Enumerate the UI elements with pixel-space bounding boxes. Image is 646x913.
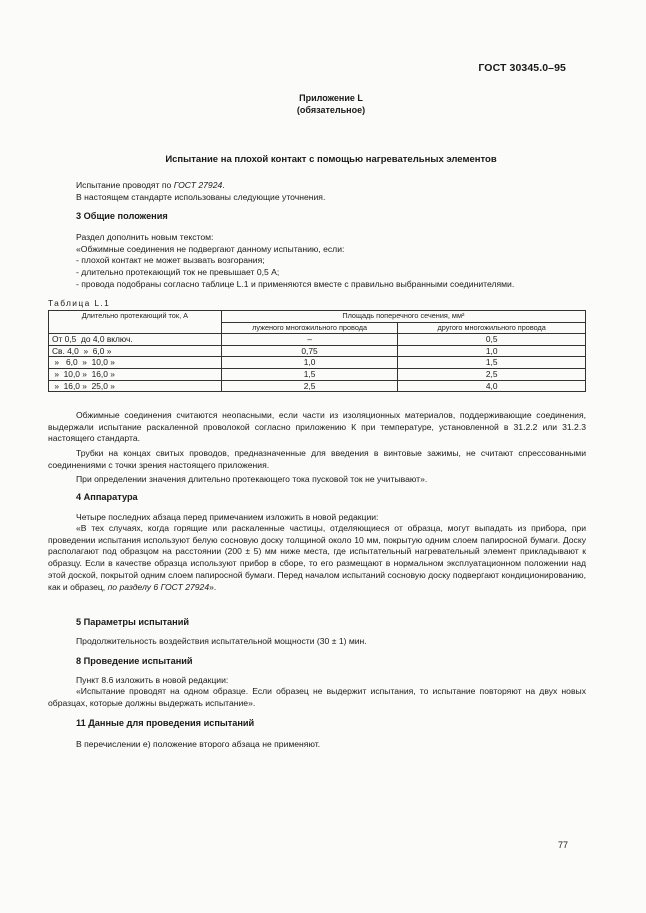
section-4-heading: 4 Аппаратура [76, 492, 138, 502]
cell-other: 0,5 [398, 334, 586, 346]
s3-line-1: Раздел дополнить новым текстом: [76, 232, 214, 242]
after-table-p1: Обжимные соединения считаются неопасными, если части из изоляционных материалов, поддерживающие соединения, выдержали испытание раскаленной проволокой согласно приложению К при температуре, установленной в 31.2.2 или 31.2.3 настоящего стандарта. [48, 410, 586, 444]
cell-current: » 10,0 » 16,0 » [49, 368, 222, 380]
appendix-heading [76, 92, 586, 116]
section-8-heading: 8 Проведение испытаний [76, 656, 193, 666]
table-row [49, 334, 586, 346]
col-area-group-header: Площадь поперечного сечения, мм² [221, 311, 585, 323]
cell-current: » 6,0 » 10,0 » [49, 357, 222, 369]
s3-line-3: - плохой контакт не может вызвать возгорания; [76, 255, 265, 265]
cell-tinned: 1,5 [221, 368, 398, 380]
s3-line-5: - провода подобраны согласно таблице L.1 и применяются вместе с правильно выбранными соединителями. [76, 279, 515, 289]
s8-paragraph: «Испытание проводят на одном образце. Если образец не выдержит испытания, то испытание повторяют на двух новых образцах, которые должны выдержать испытание». [48, 686, 586, 708]
appendix-status: (обязательное) [296, 105, 366, 115]
cell-other: 2,5 [398, 368, 586, 380]
table-row [49, 368, 586, 380]
s3-line-4: - длительно протекающий ток не превышает 0,5 А; [76, 267, 280, 277]
section-3-heading: 3 Общие положения [76, 211, 168, 221]
cell-other: 4,0 [398, 380, 586, 392]
intro-line-2: В настоящем стандарте использованы следующие уточнения. [76, 192, 326, 202]
cell-current: » 16,0 » 25,0 » [49, 380, 222, 392]
s3-line-2: «Обжимные соединения не подвергают данному испытанию, если: [76, 244, 345, 254]
s4-paragraph: «В тех случаях, когда горящие или раскаленные частицы, отделяющиеся от образца, могут выпадать из прибора, при проведении испытания используют белую сосновую доску толщиной около 10 мм, покрытую одним слоем папиросной бумаги. Доску располагают под образцом на расстоянии (200 ± 5) мм ниже места, где испытательный нагревательный элемент прикладывают к образцу. Если в качестве образца используют прибор в сборе, то его размещают в нормальном эксплуатационном положении над этой доской, покрытой одним слоем папиросной бумаги. Перед началом испытаний сосновую доску подвергают кондиционированию, как и образец, по разделу 6 ГОСТ 27924». [48, 523, 586, 592]
section-5-heading: 5 Параметры испытаний [76, 617, 189, 627]
s11-line-1: В перечислении е) положение второго абзаца не применяют. [76, 739, 321, 749]
cell-tinned: – [221, 334, 398, 346]
table-row [49, 357, 586, 369]
s5-line-1: Продолжительность воздействия испытательной мощности (30 ± 1) мин. [76, 636, 367, 646]
table-caption: Таблица L.1 [48, 298, 111, 308]
table-l1 [48, 310, 586, 392]
cell-current: Св. 4,0 » 6,0 » [49, 345, 222, 357]
cell-other: 1,0 [398, 345, 586, 357]
cell-tinned: 1,0 [221, 357, 398, 369]
doc-title: Испытание на плохой контакт с помощью нагревательных элементов [165, 154, 497, 165]
standard-ref: ГОСТ 27924 [173, 180, 223, 190]
s8-line-1: Пункт 8.6 изложить в новой редакции: [76, 675, 229, 685]
table-row [49, 380, 586, 392]
standard-ref: по разделу 6 ГОСТ 27924 [107, 581, 210, 592]
table-row [49, 345, 586, 357]
col-current-header: Длительно протекающий ток, А [49, 311, 222, 334]
col-tinned-header: луженого многожильного провода [221, 322, 398, 334]
after-table-p2: Трубки на концах свитых проводов, предназначенные для введения в винтовые зажимы, не считают спрессованными соединениями с точки зрения настоящего приложения. [48, 448, 586, 470]
section-11-heading: 11 Данные для проведения испытаний [76, 718, 255, 728]
cell-tinned: 0,75 [221, 345, 398, 357]
cell-other: 1,5 [398, 357, 586, 369]
appendix-title: Приложение L [299, 93, 363, 103]
s4-line-1: Четыре последних абзаца перед примечанием изложить в новой редакции: [76, 512, 379, 522]
col-other-header: другого многожильного провода [398, 322, 586, 334]
intro-line-1: Испытание проводят по ГОСТ 27924. [76, 180, 225, 190]
cell-current: От 0,5 до 4,0 включ. [49, 334, 222, 346]
doc-code: ГОСТ 30345.0–95 [478, 62, 566, 74]
cell-tinned: 2,5 [221, 380, 398, 392]
after-table-p3: При определении значения длительно протекающего тока пусковой ток не учитывают». [76, 474, 428, 484]
page-number: 77 [557, 840, 568, 850]
